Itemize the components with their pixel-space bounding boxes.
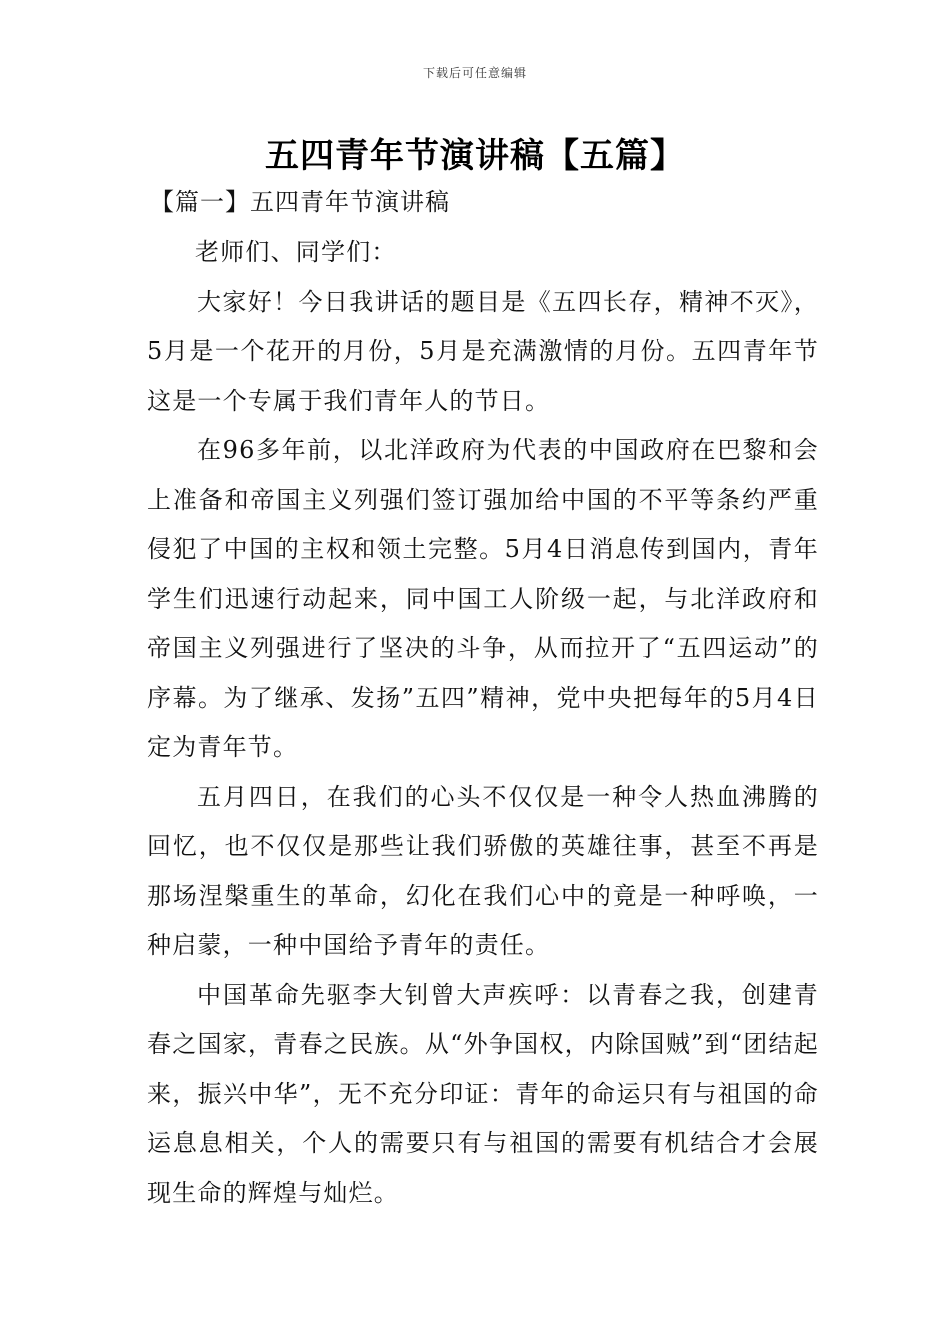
body-text <box>147 228 819 1218</box>
paragraph-2: 在96多年前，以北洋政府为代表的中国政府在巴黎和会上准备和帝国主义列强们签订强加给中国的不平等条约严重侵犯了中国的主权和领土完整。5月4日消息传到国内，青年学生们迅速行动起来，同中国工人阶级一起，与北洋政府和帝国主义列强进行了坚决的斗争，从而拉开了“五四运动”的序幕。为了继承、发扬”五四”精神，党中央把每年的5月4日定为青年节。 <box>147 436 819 761</box>
section-heading: 【篇一】五四青年节演讲稿 <box>150 188 450 216</box>
document-title: 五四青年节演讲稿【五篇】 <box>265 136 685 176</box>
salutation: 老师们、同学们： <box>195 238 397 266</box>
paragraph-4: 中国革命先驱李大钊曾大声疾呼：以青春之我，创建青春之国家，青春之民族。从“外争国权，内除国贼”到“团结起来，振兴中华”，无不充分印证：青年的命运只有与祖国的命运息息相关，个人的需要只有与祖国的需要有机结合才会展现生命的辉煌与灿烂。 <box>147 980 819 1207</box>
header-note: 下载后可任意编辑 <box>422 66 527 80</box>
paragraph-3: 五月四日，在我们的心头不仅仅是一种令人热血沸腾的回忆，也不仅仅是那些让我们骄傲的英雄往事，甚至不再是那场涅槃重生的革命，幻化在我们心中的竟是一种呼唤，一种启蒙，一种中国给予青年的责任。 <box>147 782 819 959</box>
paragraph-1: 大家好！今日我讲话的题目是《五四长存，精神不灭》，5月是一个花开的月份，5月是充满激情的月份。五四青年节这是一个专属于我们青年人的节日。 <box>147 287 819 415</box>
